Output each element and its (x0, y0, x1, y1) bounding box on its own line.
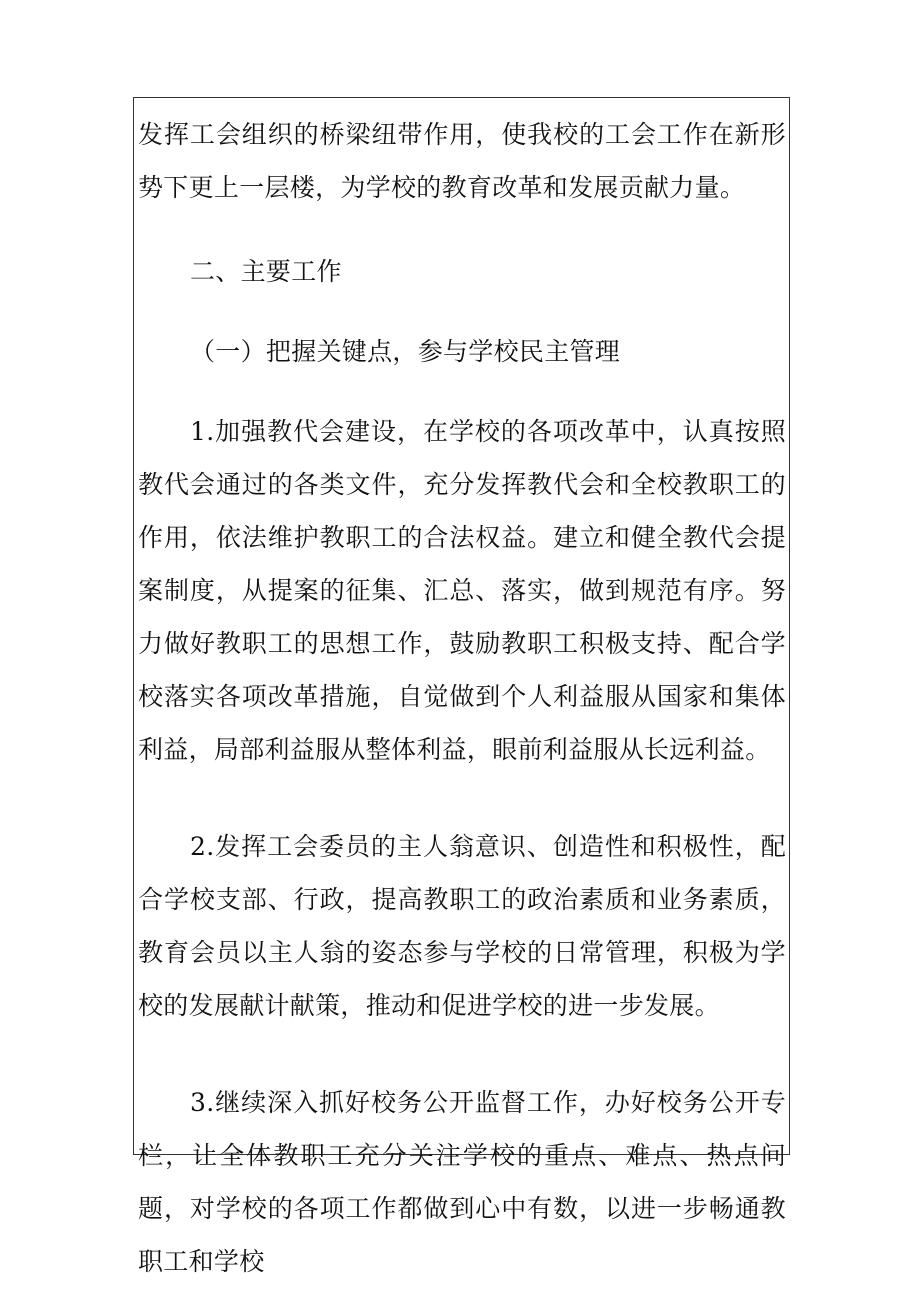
item-paragraph-3: 3.继续深入抓好校务公开监督工作，办好校务公开专栏，让全体教职工充分关注学校的重点、难点、热点问题，对学校的各项工作都做到心中有数，以进一步畅通教职工和学校 (138, 1088, 786, 1276)
document-body (138, 108, 786, 1288)
subsection-heading: （一）把握关键点，参与学校民主管理 (190, 337, 621, 366)
item-paragraph-1: 1.加强教代会建设，在学校的各项改革中，认真按照教代会通过的各类文件，充分发挥教代会和全校教职工的作用，依法维护教职工的合法权益。建立和健全教代会提案制度，从提案的征集、汇总、落实，做到规范有序。努力做好教职工的思想工作，鼓励教职工积极支持、配合学校落实各项改革措施，自觉做到个人利益服从国家和集体利益，局部利益服从整体利益，眼前利益服从长远利益。 (138, 417, 786, 764)
item-paragraph-2: 2.发挥工会委员的主人翁意识、创造性和积极性，配合学校支部、行政，提高教职工的政治素质和业务素质，教育会员以主人翁的姿态参与学校的日常管理，积极为学校的发展献计献策，推动和促进学校的进一步发展。 (138, 832, 786, 1020)
document-frame (133, 97, 790, 1276)
section-heading: 二、主要工作 (190, 257, 342, 286)
intro-paragraph: 发挥工会组织的桥梁纽带作用，使我校的工会工作在新形势下更上一层楼，为学校的教育改革和发展贡献力量。 (138, 120, 786, 202)
